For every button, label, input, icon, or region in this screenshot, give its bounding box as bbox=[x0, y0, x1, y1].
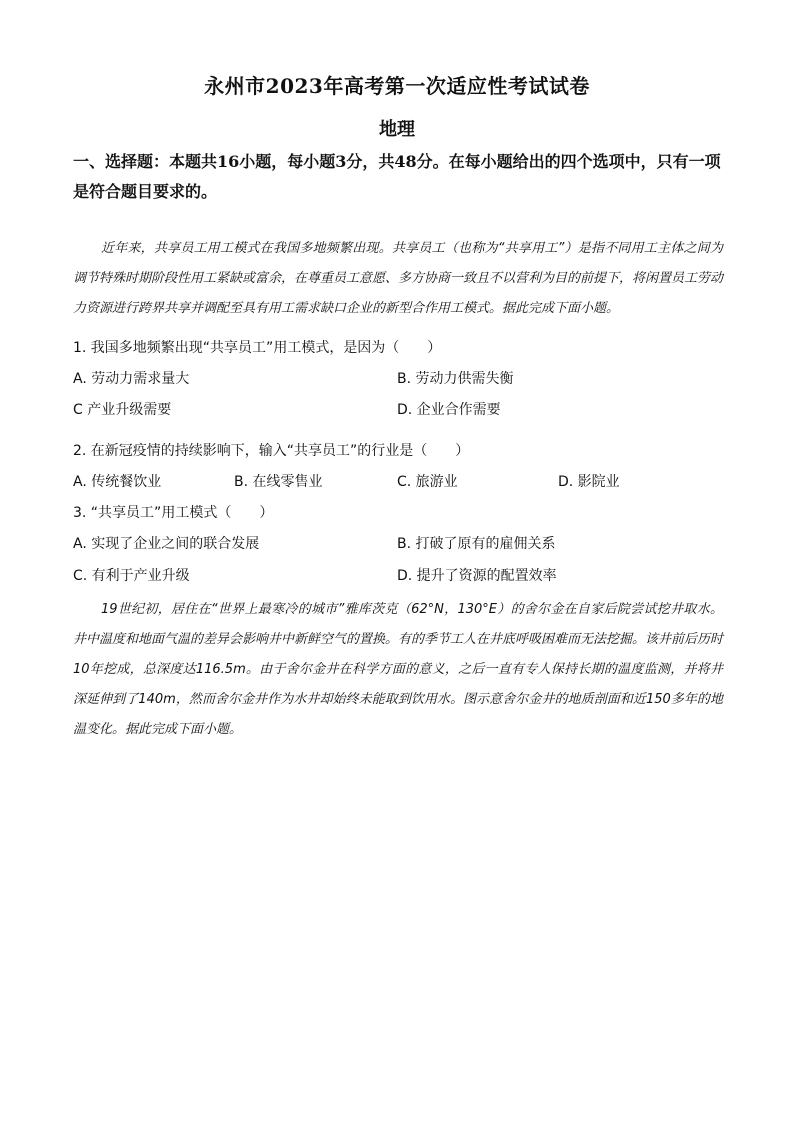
question-1-option-a[interactable]: A. 劳动力需求量大 bbox=[73, 371, 190, 387]
question-1-option-d[interactable]: D. 企业合作需要 bbox=[397, 402, 501, 418]
question-3-option-b[interactable]: B. 打破了原有的雇佣关系 bbox=[397, 536, 556, 552]
question-2-option-b[interactable]: B. 在线零售业 bbox=[234, 474, 323, 490]
question-2-stem: 2. 在新冠疫情的持续影响下，输入“共享员工”的行业是（ ） bbox=[73, 443, 470, 459]
question-3-option-a[interactable]: A. 实现了企业之间的联合发展 bbox=[73, 536, 260, 552]
question-3-option-d[interactable]: D. 提升了资源的配置效率 bbox=[397, 568, 557, 584]
question-2-option-a[interactable]: A. 传统餐饮业 bbox=[73, 474, 162, 490]
section-heading: 一、选择题：本题共16小题，每小题3分，共48分。在每小题给出的四个选项中，只有一项是符合题目要求的。 bbox=[73, 152, 721, 201]
reading-passage-1: 近年来，共享员工用工模式在我国多地频繁出现。共享员工（也称为“共享用工”）是指不同用工主体之间为调节特殊时期阶段性用工紧缺或富余，在尊重员工意愿、多方协商一致且不以营利为目的前提下，将闲置员工劳动力资源进行跨界共享并调配至具有用工需求缺口企业的新型合作用工模式。据此完成下面小题。 bbox=[73, 241, 724, 316]
question-1-option-c[interactable]: C 产业升级需要 bbox=[73, 402, 172, 418]
question-1-option-b[interactable]: B. 劳动力供需失衡 bbox=[397, 371, 514, 387]
question-3-stem: 3. “共享员工”用工模式（ ） bbox=[73, 505, 274, 521]
exam-subject: 地理 bbox=[379, 119, 415, 140]
reading-passage-2: 19世纪初，居住在“世界上最寒冷的城市”雅库茨克（62°N，130°E）的舍尔金在自家后院尝试挖井取水。井中温度和地面气温的差异会影响井中新鲜空气的置换。有的季节工人在井底呼吸困难而无法挖掘。该井前后历时10年挖成，总深度达116.5m。由于舍尔金井在科学方面的意义，之后一直有专人保持长期的温度监测，并将井深延伸到了140m，然而舍尔金井作为水井却始终未能取到饮用水。图示意舍尔金井的地质剖面和近150多年的地温变化。据此完成下面小题。 bbox=[73, 602, 724, 737]
question-1-stem: 1. 我国多地频繁出现“共享员工”用工模式，是因为（ ） bbox=[73, 340, 442, 356]
exam-title: 永州市2023年高考第一次适应性考试试卷 bbox=[204, 74, 590, 98]
question-3-option-c[interactable]: C. 有利于产业升级 bbox=[73, 568, 190, 584]
question-2-option-c[interactable]: C. 旅游业 bbox=[397, 474, 458, 490]
question-2-option-d[interactable]: D. 影院业 bbox=[558, 474, 620, 490]
